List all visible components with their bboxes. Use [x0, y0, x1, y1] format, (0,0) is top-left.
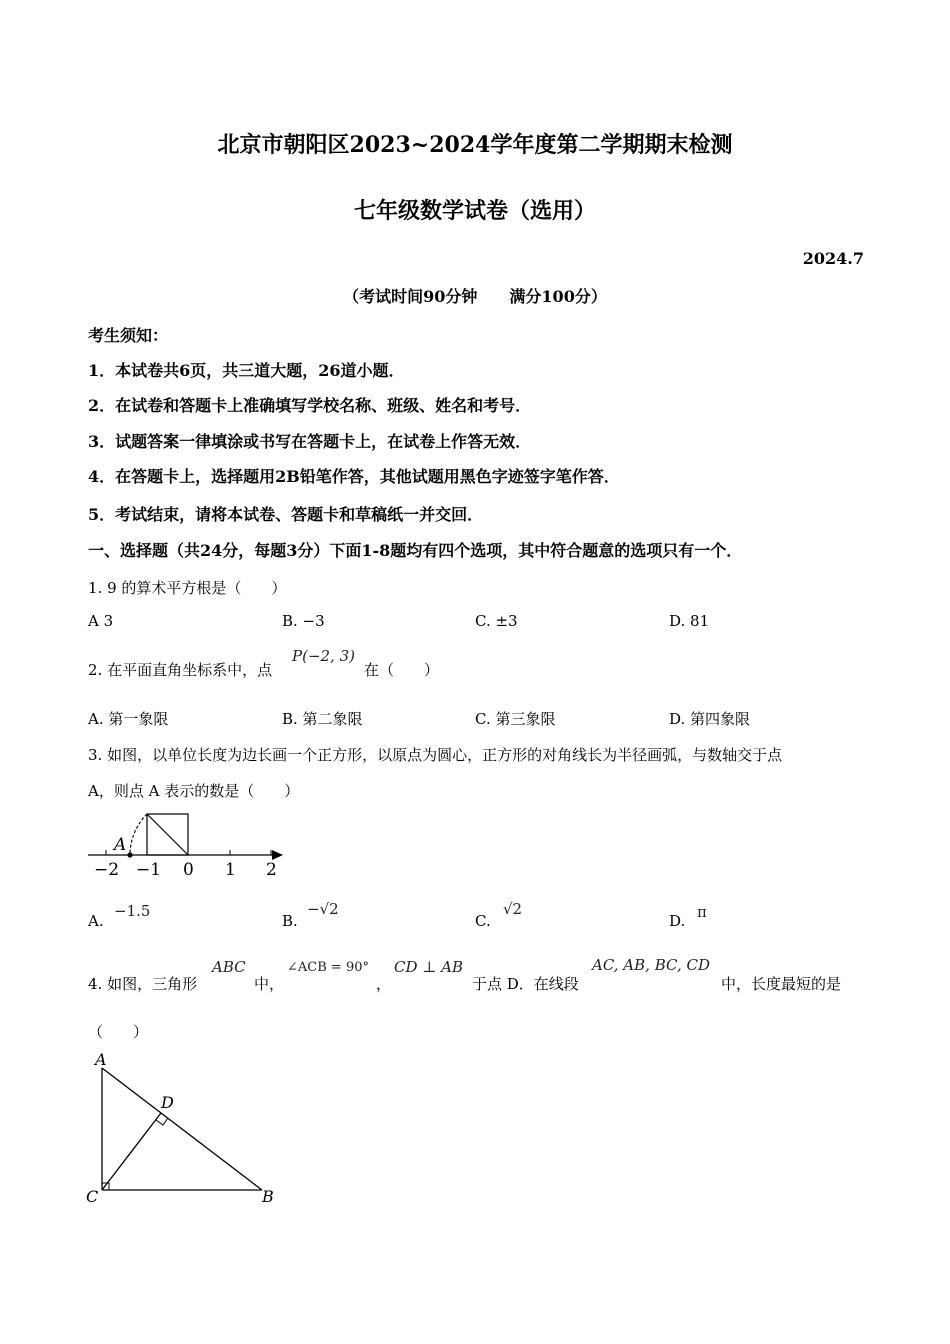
notice-item: 1．本试卷共6页，共三道大题，26道小题． [88, 361, 405, 380]
exam-date: 2024.7 [802, 249, 864, 268]
notice-heading: 考生须知： [88, 326, 169, 345]
exam-subtitle: 七年级数学试卷（选用） [353, 198, 596, 224]
question-1-option-c: C. ±3 [475, 612, 518, 630]
question-2-option-c: C. 第三象限 [475, 710, 556, 728]
question-4-blank: （ ） [88, 1023, 149, 1041]
question-3-option-d-label: D. [669, 912, 686, 930]
exam-title: 北京市朝阳区2023~2024学年度第二学期期末检测 [217, 132, 733, 158]
question-3-option-d-value: π [697, 903, 707, 921]
question-1-option-d: D. 81 [669, 612, 710, 630]
tick-label: −1 [136, 860, 162, 880]
question-3-option-c-label: C. [475, 912, 491, 930]
segment-ab [102, 1068, 262, 1190]
triangle-label-b: B [262, 1187, 274, 1206]
question-4-stem-pre: 4. 如图，三角形 [88, 975, 198, 993]
question-3-option-b-label: B. [282, 912, 298, 930]
number-line-arrow [272, 850, 283, 860]
question-3-option-b-value: −√2 [307, 900, 339, 918]
question-2-stem-post: 在（ ） [364, 661, 440, 679]
notice-item: 2．在试卷和答题卡上准确填写学校名称、班级、姓名和考号． [88, 396, 532, 415]
square-diagonal [147, 814, 188, 855]
question-4-angle: ∠ACB = 90° [287, 960, 369, 975]
triangle-label-d: D [161, 1093, 174, 1112]
question-4-mid1: 中， [254, 975, 285, 993]
question-4-comma: ， [376, 975, 392, 993]
question-2-point: P(−2, 3) [292, 647, 355, 665]
question-4-stem-post: 中，长度最短的是 [721, 975, 842, 993]
question-4-segments: AC, AB, BC, CD [592, 956, 710, 974]
question-4-mid2: 于点 D．在线段 [472, 975, 579, 993]
radius-arc [130, 814, 147, 855]
tick-label: 2 [266, 860, 277, 880]
question-2-stem-pre: 2. 在平面直角坐标系中，点 [88, 661, 273, 679]
notice-item: 3．试题答案一律填涂或书写在答题卡上，在试卷上作答无效． [88, 432, 532, 451]
tick-label: −2 [94, 860, 120, 880]
question-2-option-b: B. 第二象限 [282, 710, 363, 728]
triangle-label-c: C [86, 1187, 99, 1206]
question-4-perp: CD ⊥ AB [394, 958, 464, 976]
question-3-stem-line2: A，则点 A 表示的数是（ ） [88, 782, 300, 800]
exam-info: （考试时间90分钟 满分100分） [343, 287, 607, 306]
tick-label: 1 [225, 860, 236, 880]
question-2-option-d: D. 第四象限 [669, 710, 751, 728]
point-a-dot [127, 852, 132, 857]
tick-label: 0 [183, 860, 194, 880]
notice-item: 5．考试结束，请将本试卷、答题卡和草稿纸一并交回． [88, 505, 484, 524]
question-3-option-c-value: √2 [503, 900, 523, 918]
question-1-option-a: A 3 [88, 612, 114, 630]
section-heading: 一、选择题（共24分，每题3分）下面1-8题均有四个选项，其中符合题意的选项只有一个． [88, 541, 743, 560]
question-2-option-a: A. 第一象限 [88, 710, 169, 728]
segment-cd [102, 1113, 161, 1190]
question-3-stem-line1: 3. 如图，以单位长度为边长画一个正方形，以原点为圆心，正方形的对角线长为半径画弧，与数轴交于点 [88, 746, 783, 764]
question-4-triangle: ABC [212, 958, 246, 976]
question-1-option-b: B. −3 [282, 612, 325, 630]
triangle-label-a: A [95, 1050, 107, 1069]
question-1-stem: 1. 9 的算术平方根是（ ） [88, 579, 287, 597]
notice-item: 4．在答题卡上，选择题用2B铅笔作答，其他试题用黑色字迹签字笔作答． [88, 467, 620, 486]
question-3-option-a-label: A. [88, 912, 104, 930]
question-3-option-a-value: −1.5 [114, 902, 151, 920]
right-angle-mark-d [156, 1118, 168, 1125]
point-a-label: A [114, 835, 127, 855]
